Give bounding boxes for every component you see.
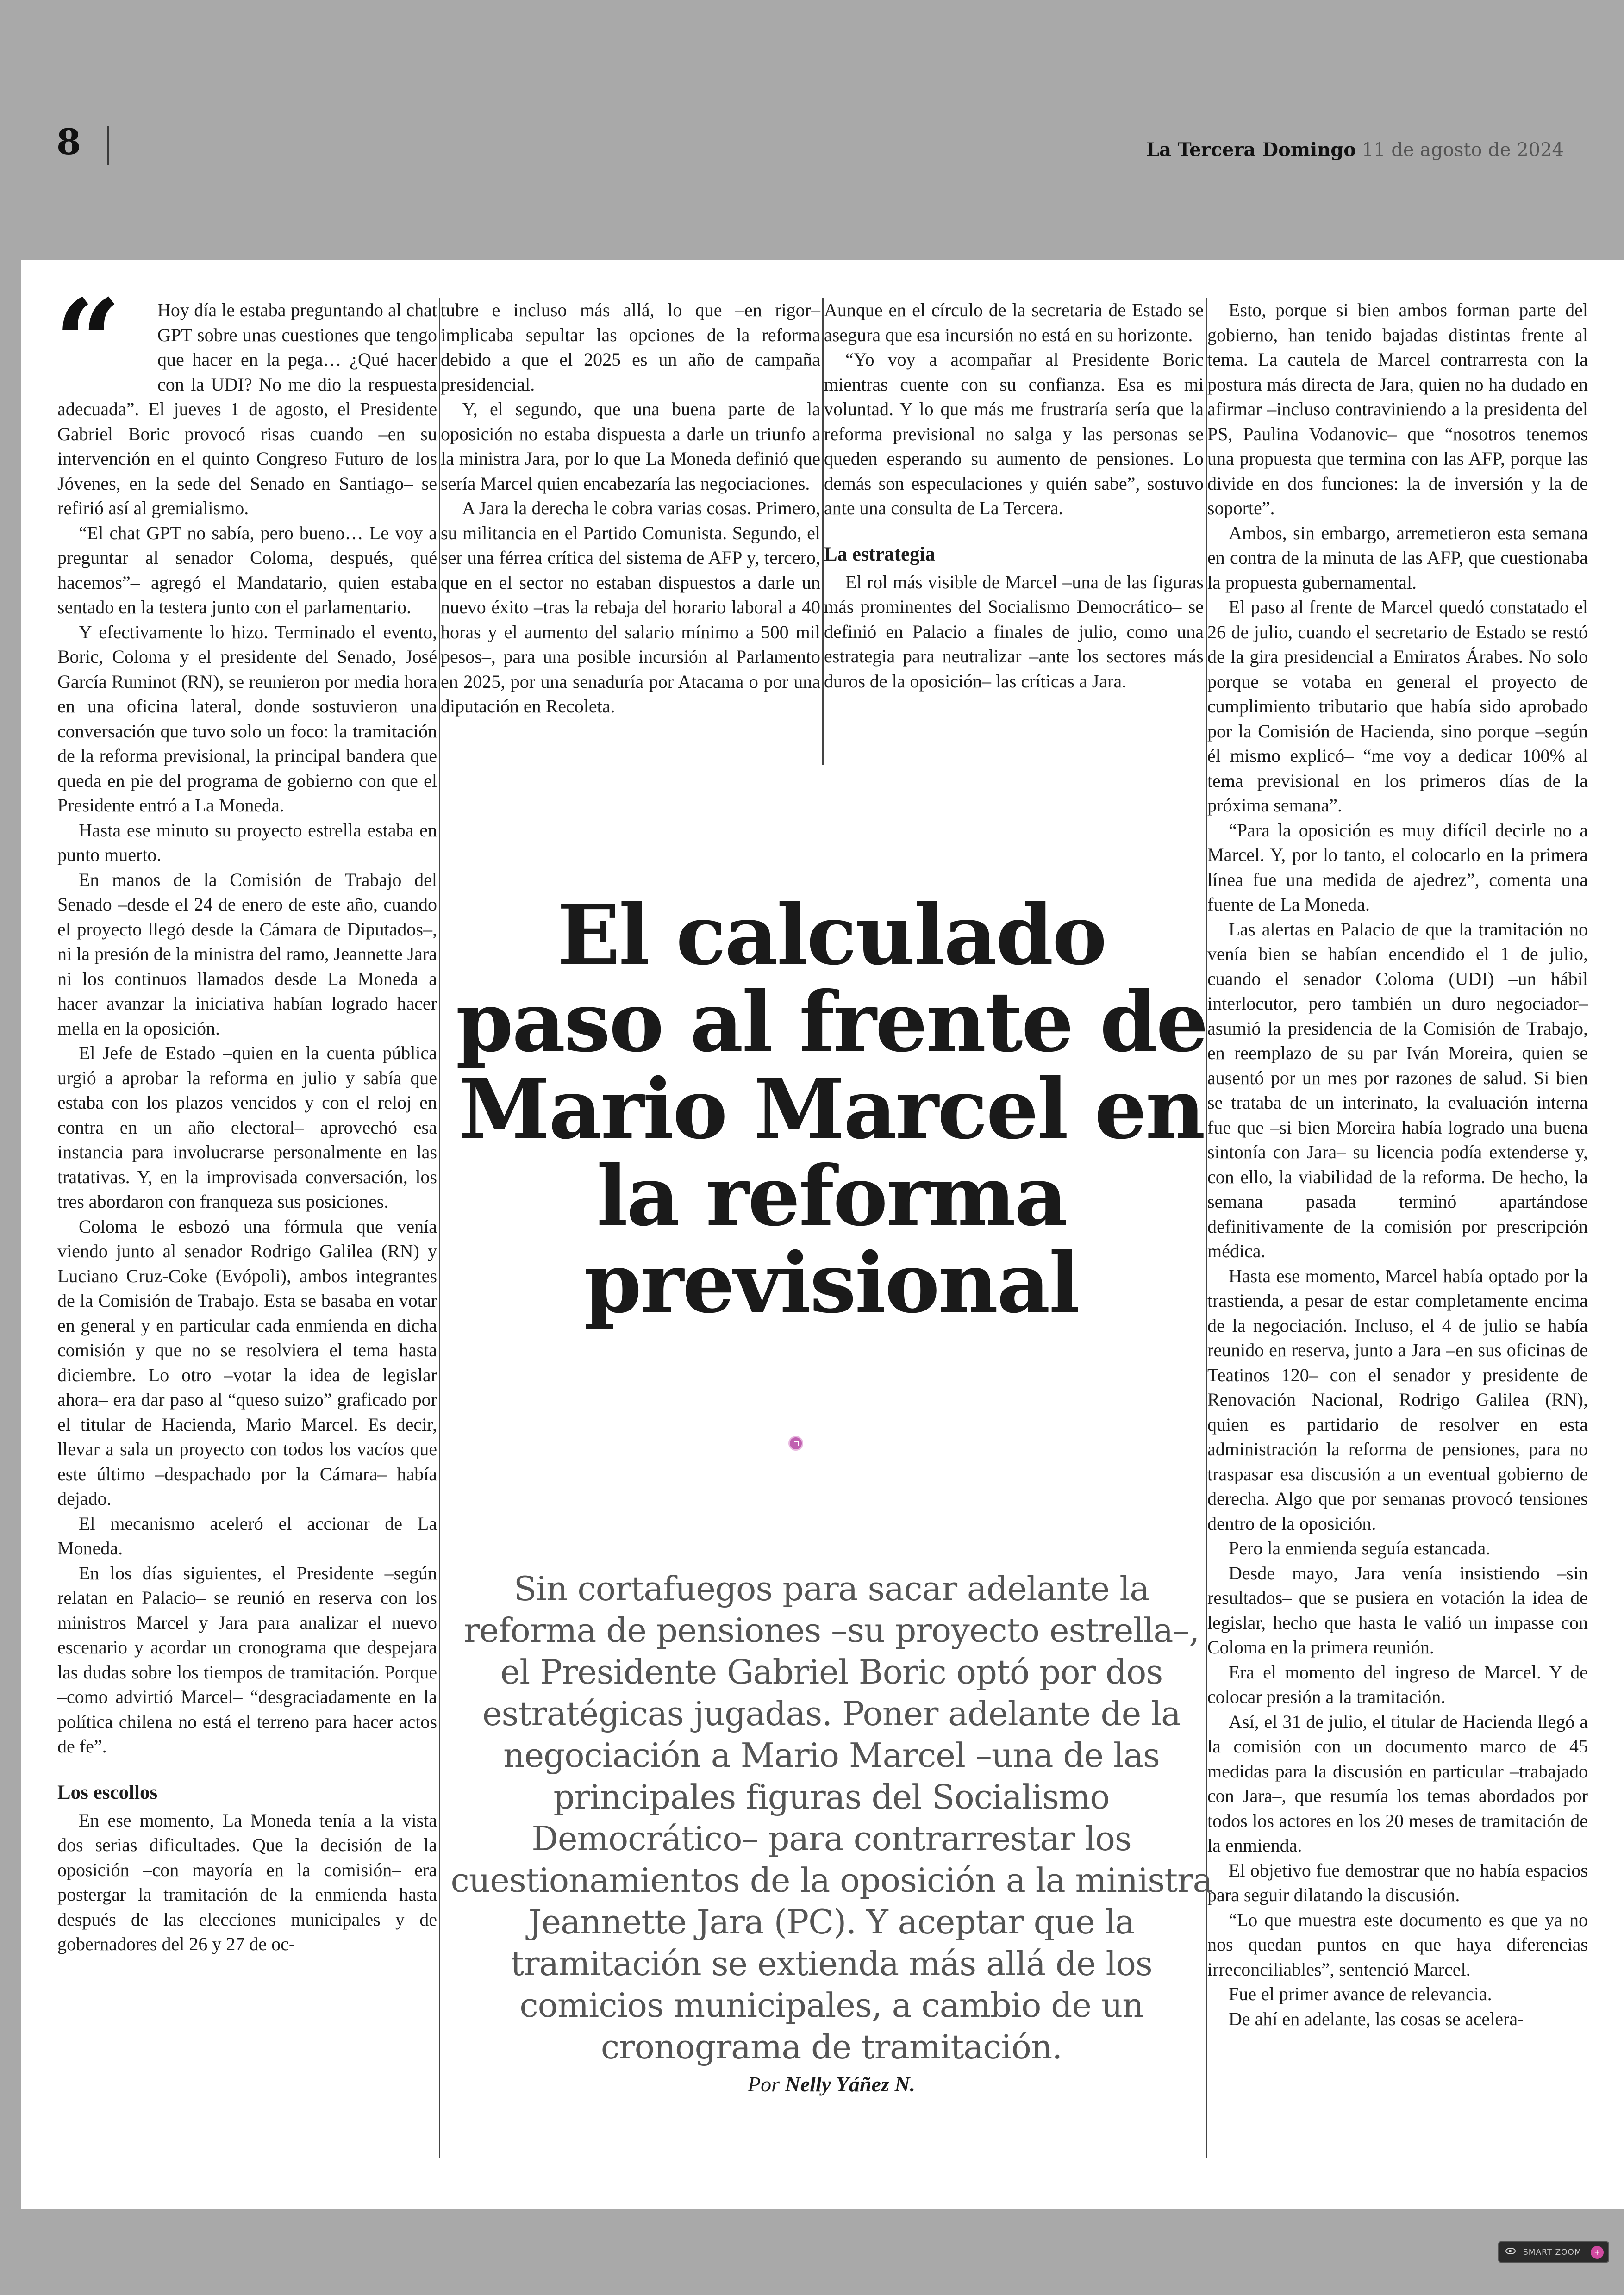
eye-icon [1505, 2248, 1516, 2254]
column-2 [441, 298, 820, 719]
smart-zoom-badge: + [1591, 2246, 1604, 2259]
paragraph: El mecanismo aceleró el accionar de La Moneda. [57, 1513, 437, 1559]
paragraph: En manos de la Comisión de Trabajo del Senado –desde el 24 de enero de este año, cuando el proyecto llegó desde la Cámara de Diputados–, ni la presión de la ministra del ramo, Jeannette Jara ni los continuos llamados desde La Moneda a hacer avanzar la iniciativa habían logrado hacer mella en la oposición. [57, 869, 437, 1039]
paragraph: “El chat GPT no sabía, pero bueno… Le voy a preguntar al senador Coloma, después, qué hacemos”– agregó el Mandatario, quien estaba sentado en la testera junto con el parlamentario. [57, 522, 437, 617]
byline [447, 2072, 1216, 2096]
paragraph: Desde mayo, Jara venía insistiendo –sin resultados– que se pusiera en votación la idea de legislar, hecho que hasta le valió un impasse con Coloma en la primera reunión. [1207, 1562, 1588, 1658]
paragraph: “Lo que muestra este documento es que ya no nos quedan puntos en que haya diferencias irreconciliables”, sentenció Marcel. [1207, 1909, 1588, 1980]
opening-quote-mark: “ [55, 274, 121, 410]
issue-date: 11 de agosto de 2024 [1362, 139, 1564, 161]
paragraph: “Yo voy a acompañar al Presidente Boric mientras cuente con su confianza. Esa es mi voluntad. Y lo que más me frustraría sería que la reforma previsional no salga y las personas se queden esperando su aumento de pensiones. Lo demás son especulaciones y quién sabe”, sostuvo ante una consulta de La Tercera. [824, 349, 1204, 518]
paragraph: En los días siguientes, el Presidente –según relatan en Palacio– se reunió en reserva con los ministros Marcel y Jara para analizar el nuevo escenario y acordar un cronograma que despejara las dudas sobre los tiempos de tramitación. Porque –como advirtió Marcel– “desgraciadamente en la política chilena no está el terreno para hacer actos de fe”. [57, 1562, 437, 1757]
paragraph: Las alertas en Palacio de que la tramitación no venía bien se habían encendido el 1 de julio, cuando el senador Coloma (UDI) –un hábil interlocutor, pero también un duro negociador– asumió la presidencia de la Comisión de Trabajo, en reemplazo de su par Iván Moreira, quien se ausentó por un mes por razones de salud. Si bien se trataba de un interinato, la evaluación interna fue que –si bien Moreira había logrado una buena sintonía con Jara– su licencia podía extenderse y, con ello, la viabilidad de la reforma. De hecho, la semana pasada terminó apartándose definitivamente de la comisión por prescripción médica. [1207, 918, 1588, 1261]
paragraph: Y, el segundo, que una buena parte de la oposición no estaba dispuesta a darle un triunfo a la ministra Jara, por lo que La Moneda definió que sería Marcel quien encabezaría las negociaciones. [441, 399, 820, 494]
column-2-body [441, 298, 820, 719]
column-1-body [55, 274, 437, 1759]
column-3-after-heading [824, 570, 1204, 694]
masthead [1146, 139, 1564, 161]
newspaper-page [21, 260, 1624, 2209]
paragraph: Coloma le esbozó una fórmula que venía viendo junto al senador Rodrigo Galilea (RN) y Luciano Cruz-Coke (Evópoli), ambos integrantes de la Comisión de Trabajo. Esta se basaba en votar en general y en particular cada enmienda en dicha comisión y que no se resolviera el tema hasta diciembre. Lo otro –votar la idea de legislar ahora– era dar paso al “queso suizo” graficado por el titular de Hacienda, Mario Marcel. Es decir, llevar a sala un proyecto con todos los vacíos que este último –despachado por la Cámara– había dejado. [57, 1216, 437, 1509]
byline-prefix: Por [747, 2072, 780, 2096]
smart-zoom-button[interactable] [1498, 2241, 1609, 2263]
subheading-la-estrategia: La estrategia [824, 543, 936, 565]
paragraph: En ese momento, La Moneda tenía a la vista dos serias dificultades. Que la decisión de la oposición –con mayoría en la comisión– era postergar la tramitación de la enmienda hasta después de las elecciones municipales y de gobernadores del 26 y 27 de oc- [57, 1809, 437, 1954]
subheading-los-escollos: Los escollos [57, 1781, 158, 1803]
headline: El calculado paso al frente de Mario Marcel en la reforma previsional [456, 886, 1207, 1331]
paragraph: El objetivo fue demostrar que no había espacios para seguir dilatando la discusión. [1207, 1859, 1588, 1905]
column-1 [55, 274, 437, 1957]
column-divider [439, 298, 440, 2158]
page-number: 8 [56, 121, 81, 162]
paragraph: Pero la enmienda seguía estancada. [1229, 1538, 1491, 1559]
paragraph: Hasta ese minuto su proyecto estrella estaba en punto muerto. [57, 819, 437, 865]
column-4 [1207, 298, 1588, 2031]
paragraph: Esto, porque si bien ambos forman parte del gobierno, han tenido bajadas distintas frente al tema. La cautela de Marcel contrarresta con la postura más directa de Jara, quien no ha dudado en afirmar –incluso contraviniendo a la presidenta del PS, Paulina Vodanovic– que “nosotros tenemos una propuesta que termina con las AFP, porque las divide en dos funciones: la de inversión y la de soporte”. [1207, 299, 1588, 518]
paragraph: Hasta ese momento, Marcel había optado por la trastienda, a pesar de estar completamente encima de la negociación. Incluso, el 4 de julio se había reunido en reserva, junto a Jara –en sus oficinas de Teatinos 120– con el senador y presidente de Renovación Nacional, Rodrigo Galilea (RN), quien es partidario de resolver en esta administración la reforma de pensiones, para no traspasar esa discusión a un eventual gobierno de derecha. Algo que por semanas provocó tensiones dentro de la oposición. [1207, 1265, 1588, 1534]
column-1-after-heading [57, 1808, 437, 1957]
paragraph: “Para la oposición es muy difícil decirle no a Marcel. Y, por lo tanto, el colocarlo en la primera línea fue una medida de ajedrez”, comenta una fuente de La Moneda. [1207, 819, 1588, 915]
paragraph: De ahí en adelante, las cosas se acelera- [1229, 2008, 1524, 2029]
paragraph: Fue el primer avance de relevancia. [1229, 1983, 1492, 2004]
paragraph: El Jefe de Estado –quien en la cuenta pública urgió a aprobar la reforma en julio y sabía que estaba con los plazos vencidos y con el reloj en contra en un año electoral– aprovechó esa instancia para involucrarse personalmente en las tratativas. Y, en la improvisada conversación, los tres abordaron con franqueza sus posiciones. [57, 1042, 437, 1212]
paragraph: Así, el 31 de julio, el titular de Hacienda llegó a la comisión con un documento marco de 45 medidas para la discusión en particular –trabajado con Jara–, que resumía los temas abordados por todos los actores en los 20 meses de tramitación de la enmienda. [1207, 1711, 1588, 1856]
paragraph: Ambos, sin embargo, arremetieron esta semana en contra de la minuta de las AFP, que cuestionaba la propuesta gubernamental. [1207, 522, 1588, 593]
paragraph: tubre e incluso más allá, lo que –en rigor– implicaba sepultar las opciones de la reforma debido a que el 2025 es un año de campaña presidencial. [441, 299, 820, 395]
end-marker-icon [788, 1436, 803, 1451]
paragraph: El paso al frente de Marcel quedó constatado el 26 de julio, cuando el secretario de Estado se restó de la gira presidencial a Emiratos Árabes. No solo porque se votaba en general el proyecto de cumplimiento tributario que había sido aprobado por la Comisión de Hacienda, sino porque –según él mismo explicó– “me voy a dedicar 100% al tema previsional en los primeros días de la próxima semana”. [1207, 597, 1588, 816]
column-3 [824, 298, 1204, 693]
paragraph: Hoy día le estaba preguntando al chat GPT sobre unas cuestiones que tengo que hacer en la pega… ¿Qué hacer con la UDI? No me dio la respuesta adecuada”. El jueves 1 de agosto, el Presidente Gabriel Boric provocó risas cuando –en su intervención en el quinto Congreso Futuro de los Jóvenes, en la sede del Senado en Santiago– se refirió así al gremialismo. [57, 299, 437, 518]
column-divider [822, 298, 824, 765]
byline-author: Nelly Yáñez N. [785, 2072, 915, 2096]
page-number-divider [107, 126, 109, 165]
paragraph: Aunque en el círculo de la secretaria de Estado se asegura que esa incursión no está en su horizonte. [824, 299, 1204, 345]
paragraph: Era el momento del ingreso de Marcel. Y de colocar presión a la tramitación. [1207, 1661, 1588, 1707]
smart-zoom-label: SMART ZOOM [1523, 2248, 1582, 2257]
column-3-body [824, 298, 1204, 521]
deck-summary: Sin cortafuegos para sacar adelante la reforma de pensiones –su proyecto estrella–, el Presidente Gabriel Boric optó por dos estratégicas jugadas. Poner adelante de la negociación a Mario Marcel –una de las principales figuras del Socialismo Democrático– para contrarrestar los cuestionamientos de la oposición a la ministra Jeannette Jara (PC). Y aceptar que la tramitación se extienda más allá de los comicios municipales, a cambio de un cronograma de tramitación. [450, 1569, 1212, 2066]
paragraph: A Jara la derecha le cobra varias cosas. Primero, su militancia en el Partido Comunista. Segundo, el ser una férrea crítica del sistema de AFP y, tercero, que en el sector no estaban dispuestos a darle un nuevo éxito –tras la rebaja del horario laboral a 40 horas y el aumento del salario mínimo a 500 mil pesos–, para una posible incursión al Parlamento en 2025, por una senaduría por Atacama o por una diputación en Recoleta. [441, 498, 820, 717]
paragraph: El rol más visible de Marcel –una de las figuras más prominentes del Socialismo Democrático– se definió en Palacio a finales de julio, como una estrategia para neutralizar –ante los sectores más duros de la oposición– las críticas a Jara. [824, 571, 1204, 692]
column-4-body [1207, 298, 1588, 2031]
paragraph: Y efectivamente lo hizo. Terminado el evento, Boric, Coloma y el presidente del Senado, José García Ruminot (RN), se reunieron por media hora en una oficina lateral, donde sostuvieron una conversación que tuvo solo un foco: la tramitación de la reforma previsional, la principal bandera que queda en pie del programa de gobierno con que el Presidente entró a La Moneda. [57, 621, 437, 816]
publication-name: La Tercera Domingo [1146, 139, 1356, 161]
page-header [0, 0, 1624, 259]
